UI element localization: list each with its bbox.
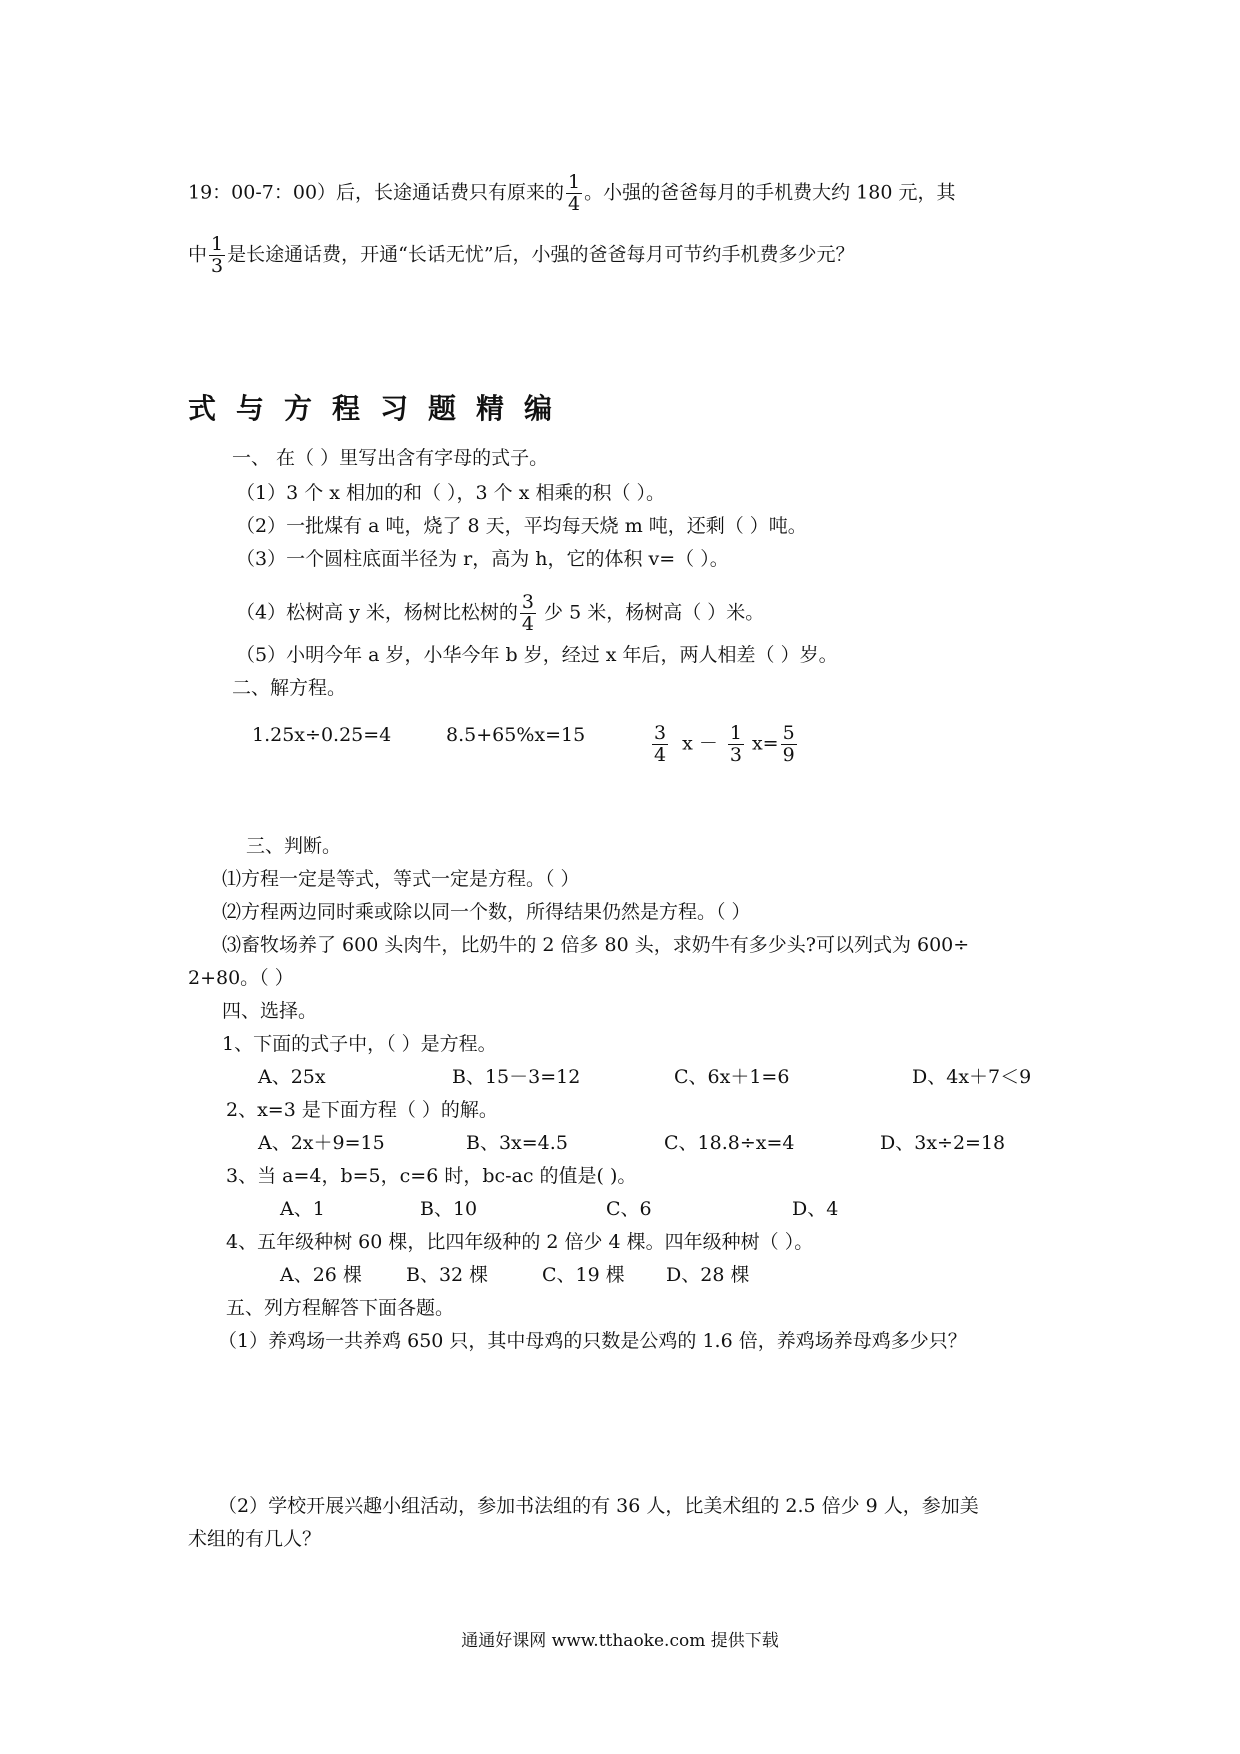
s3-q2: ⑵方程两边同时乘或除以同一个数，所得结果仍然是方程。（ ） [222, 901, 751, 923]
s1-q4: （4）松树高 y 米，杨树比松树的 $\frac{3}{4}$ 少 5 米，杨树高（ ）米。 [236, 591, 765, 635]
s3-q3-line2: 2+80。（ ） [188, 967, 294, 989]
fraction: $\frac{1}{3}$ [729, 722, 742, 766]
fraction: $\frac{1}{4}$ [568, 171, 581, 215]
s5-q2-line1: （2）学校开展兴趣小组活动，参加书法组的有 36 人，比美术组的 2.5 倍少 9 人，参加美 [218, 1495, 979, 1517]
fraction: $\frac{3}{4}$ [654, 722, 667, 766]
s4-q4: 4、五年级种树 60 棵，比四年级种的 2 倍少 4 棵。四年级种树（ ）。 [226, 1231, 814, 1253]
s4-q4-option-b: B、32 棵 [406, 1264, 489, 1286]
s4-q3-option-a: A、1 [280, 1198, 325, 1220]
s4-heading: 四、选择。 [222, 1000, 318, 1022]
s3-q3-line1: ⑶畜牧场养了 600 头肉牛，比奶牛的 2 倍多 80 头，求奶牛有多少头?可以列式为 600÷ [222, 934, 970, 956]
s4-q2-option-d: D、3x÷2=18 [880, 1132, 1006, 1154]
s4-q1: 1、下面的式子中，（ ）是方程。 [222, 1033, 497, 1055]
s1-heading: 一、 在（ ）里写出含有字母的式子。 [232, 447, 549, 469]
s1-q3: （3）一个圆柱底面半径为 r，高为 h，它的体积 v=（ ）。 [236, 548, 729, 570]
s4-q4-option-a: A、26 棵 [280, 1264, 362, 1286]
s4-q4-option-d: D、28 棵 [666, 1264, 750, 1286]
s4-q3-option-b: B、10 [420, 1198, 478, 1220]
s4-q1-option-b: B、15－3=12 [452, 1066, 581, 1088]
s3-heading: 三、判断。 [246, 835, 342, 857]
section-title: 式与方程习题精编 [188, 392, 573, 425]
fraction: $\frac{5}{9}$ [782, 722, 795, 766]
s5-q1: （1）养鸡场一共养鸡 650 只，其中母鸡的只数是公鸡的 1.6 倍，养鸡场养母鸡多少只？ [218, 1330, 967, 1352]
s1-q2: （2）一批煤有 a 吨，烧了 8 天，平均每天烧 m 吨，还剩（ ）吨。 [236, 515, 807, 537]
s5-q2-line2: 术组的有几人？ [188, 1528, 322, 1550]
s5-heading: 五、列方程解答下面各题。 [226, 1297, 455, 1319]
s4-q2-option-c: C、18.8÷x=4 [664, 1132, 795, 1154]
s4-q2-option-a: A、2x＋9=15 [258, 1132, 385, 1154]
fraction: $\frac{1}{3}$ [211, 233, 224, 277]
s4-q2-option-b: B、3x=4.5 [466, 1132, 568, 1154]
s4-q3: 3、当 a=4，b=5，c=6 时，bc-ac 的值是( )。 [226, 1165, 637, 1187]
s1-q5: （5）小明今年 a 岁，小华今年 b 岁，经过 x 年后，两人相差（ ）岁。 [236, 644, 838, 666]
s4-q1-option-d: D、4x＋7＜9 [912, 1066, 1032, 1088]
equation-2: 8.5+65%x=15 [446, 724, 586, 746]
s4-q1-option-a: A、25x [258, 1066, 326, 1088]
s2-heading: 二、解方程。 [232, 677, 347, 699]
intro-text: 。小强的爸爸每月的手机费大约 180 元，其 [584, 181, 956, 204]
intro-line-2: 中 $\frac{1}{3}$ 是长途通话费，开通“长话无忧”后，小强的爸爸每月可节约手机费多少元？ [188, 233, 855, 277]
s3-q1: ⑴方程一定是等式，等式一定是方程。（ ） [222, 868, 580, 890]
fraction: $\frac{3}{4}$ [521, 591, 534, 635]
s4-q4-option-c: C、19 棵 [542, 1264, 625, 1286]
s4-q2: 2、x=3 是下面方程（ ）的解。 [226, 1099, 498, 1121]
s1-q1: （1）3 个 x 相加的和（ ），3 个 x 相乘的积（ ）。 [236, 482, 666, 504]
s4-q1-option-c: C、6x＋1=6 [674, 1066, 790, 1088]
equation-3: $\frac{3}{4}$ x － $\frac{1}{3}$ x= $\frac{5}{9}$ [654, 722, 795, 766]
s4-q3-option-d: D、4 [792, 1198, 839, 1220]
s4-q3-option-c: C、6 [606, 1198, 652, 1220]
intro-line-1 [188, 172, 956, 215]
intro-text: 19：00-7：00）后，长途通话费只有原来的 [188, 181, 565, 204]
page-footer: 通通好课网 www.tthaoke.com 提供下载 [461, 1631, 779, 1651]
equation-1: 1.25x÷0.25=4 [252, 724, 392, 746]
